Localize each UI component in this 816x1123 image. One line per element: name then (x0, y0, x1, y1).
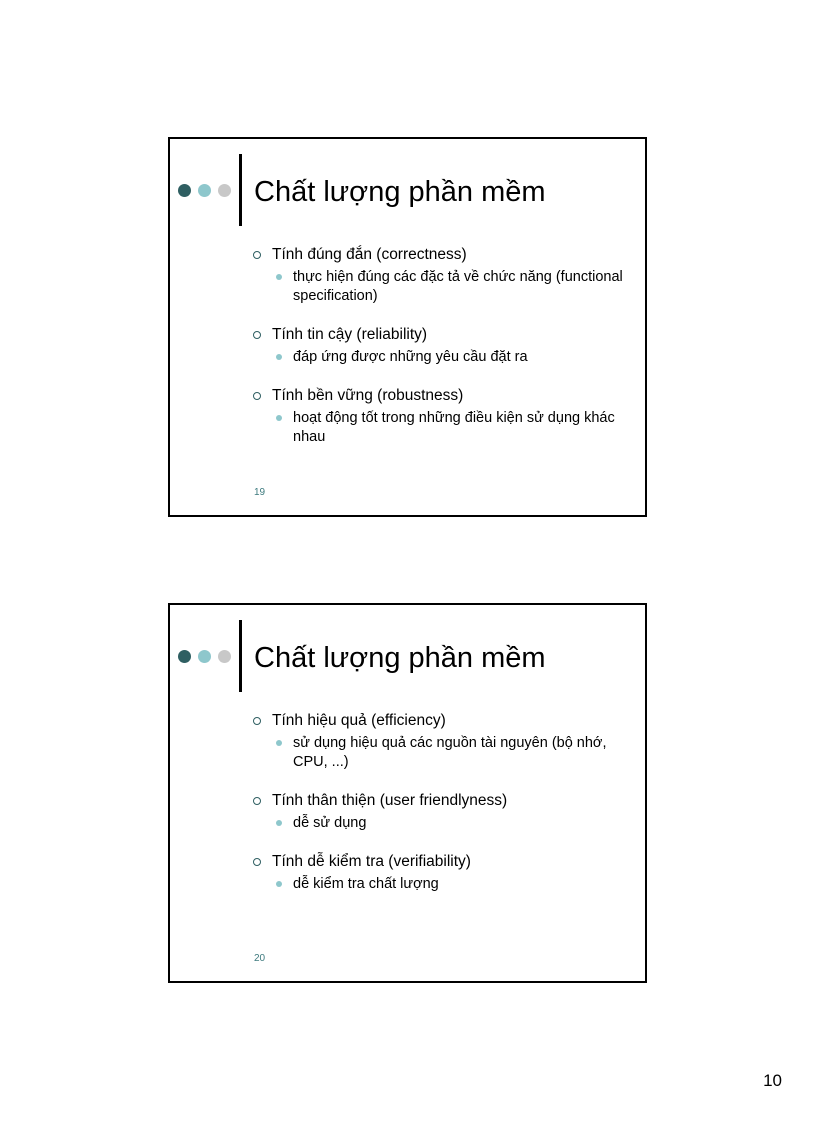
dot-mid-icon (198, 650, 211, 663)
sub-list-item (272, 814, 632, 833)
slide-20 (168, 603, 647, 983)
sub-list-item (272, 734, 632, 772)
list-item (252, 791, 632, 833)
dot-light-icon (218, 650, 231, 663)
dot-light-icon (218, 184, 231, 197)
list-item-label: Tính thân thiện (user friendlyness) (272, 792, 508, 809)
dot-bullet-icon (276, 354, 282, 360)
ring-bullet-icon (253, 717, 261, 725)
list-item-label: Tính dễ kiểm tra (verifiability) (272, 853, 471, 870)
dot-bullet-icon (276, 415, 282, 421)
list-item (252, 325, 632, 367)
sub-list-item-label: dễ kiểm tra chất lượng (293, 876, 439, 892)
slide-19 (168, 137, 647, 517)
list-item-label: Tính bền vững (robustness) (272, 387, 464, 404)
sub-list-item (272, 268, 632, 306)
sub-list-item (272, 348, 632, 367)
slide-title: Chất lượng phần mềm (254, 176, 546, 208)
list-item-label: Tính tin cậy (reliability) (272, 326, 428, 343)
dot-bullet-icon (276, 820, 282, 826)
ring-bullet-icon (253, 331, 261, 339)
slide-title: Chất lượng phần mềm (254, 642, 546, 674)
slide-page-number: 20 (254, 953, 266, 964)
slide-decoration-dots (178, 184, 238, 198)
slide-decoration-dots (178, 650, 238, 664)
document-page-number: 10 (763, 1071, 782, 1090)
slide-content (252, 711, 632, 894)
list-item (252, 245, 632, 306)
dot-dark-icon (178, 184, 191, 197)
sub-list-item-label: đáp ứng được những yêu cầu đặt ra (293, 349, 528, 365)
sub-list-item-label: hoạt động tốt trong những điều kiện sử dụng khác nhau (293, 410, 615, 445)
dot-bullet-icon (276, 740, 282, 746)
ring-bullet-icon (253, 251, 261, 259)
ring-bullet-icon (253, 797, 261, 805)
sub-list-item (272, 409, 632, 447)
slide-page-number: 19 (254, 487, 266, 498)
dot-mid-icon (198, 184, 211, 197)
ring-bullet-icon (253, 392, 261, 400)
ring-bullet-icon (253, 858, 261, 866)
sub-list-item (272, 875, 632, 894)
sub-list-item-label: sử dụng hiệu quả các nguồn tài nguyên (bộ nhớ, CPU, ...) (293, 735, 607, 770)
list-item-label: Tính hiệu quả (efficiency) (272, 712, 446, 729)
dot-dark-icon (178, 650, 191, 663)
title-divider (239, 154, 242, 226)
dot-bullet-icon (276, 274, 282, 280)
dot-bullet-icon (276, 881, 282, 887)
sub-list-item-label: dễ sử dụng (293, 815, 367, 831)
list-item (252, 386, 632, 447)
slide-content (252, 245, 632, 447)
sub-list-item-label: thực hiện đúng các đặc tả về chức năng (functional specification) (293, 269, 623, 304)
title-divider (239, 620, 242, 692)
list-item (252, 711, 632, 772)
list-item (252, 852, 632, 894)
list-item-label: Tính đúng đắn (correctness) (272, 246, 467, 263)
